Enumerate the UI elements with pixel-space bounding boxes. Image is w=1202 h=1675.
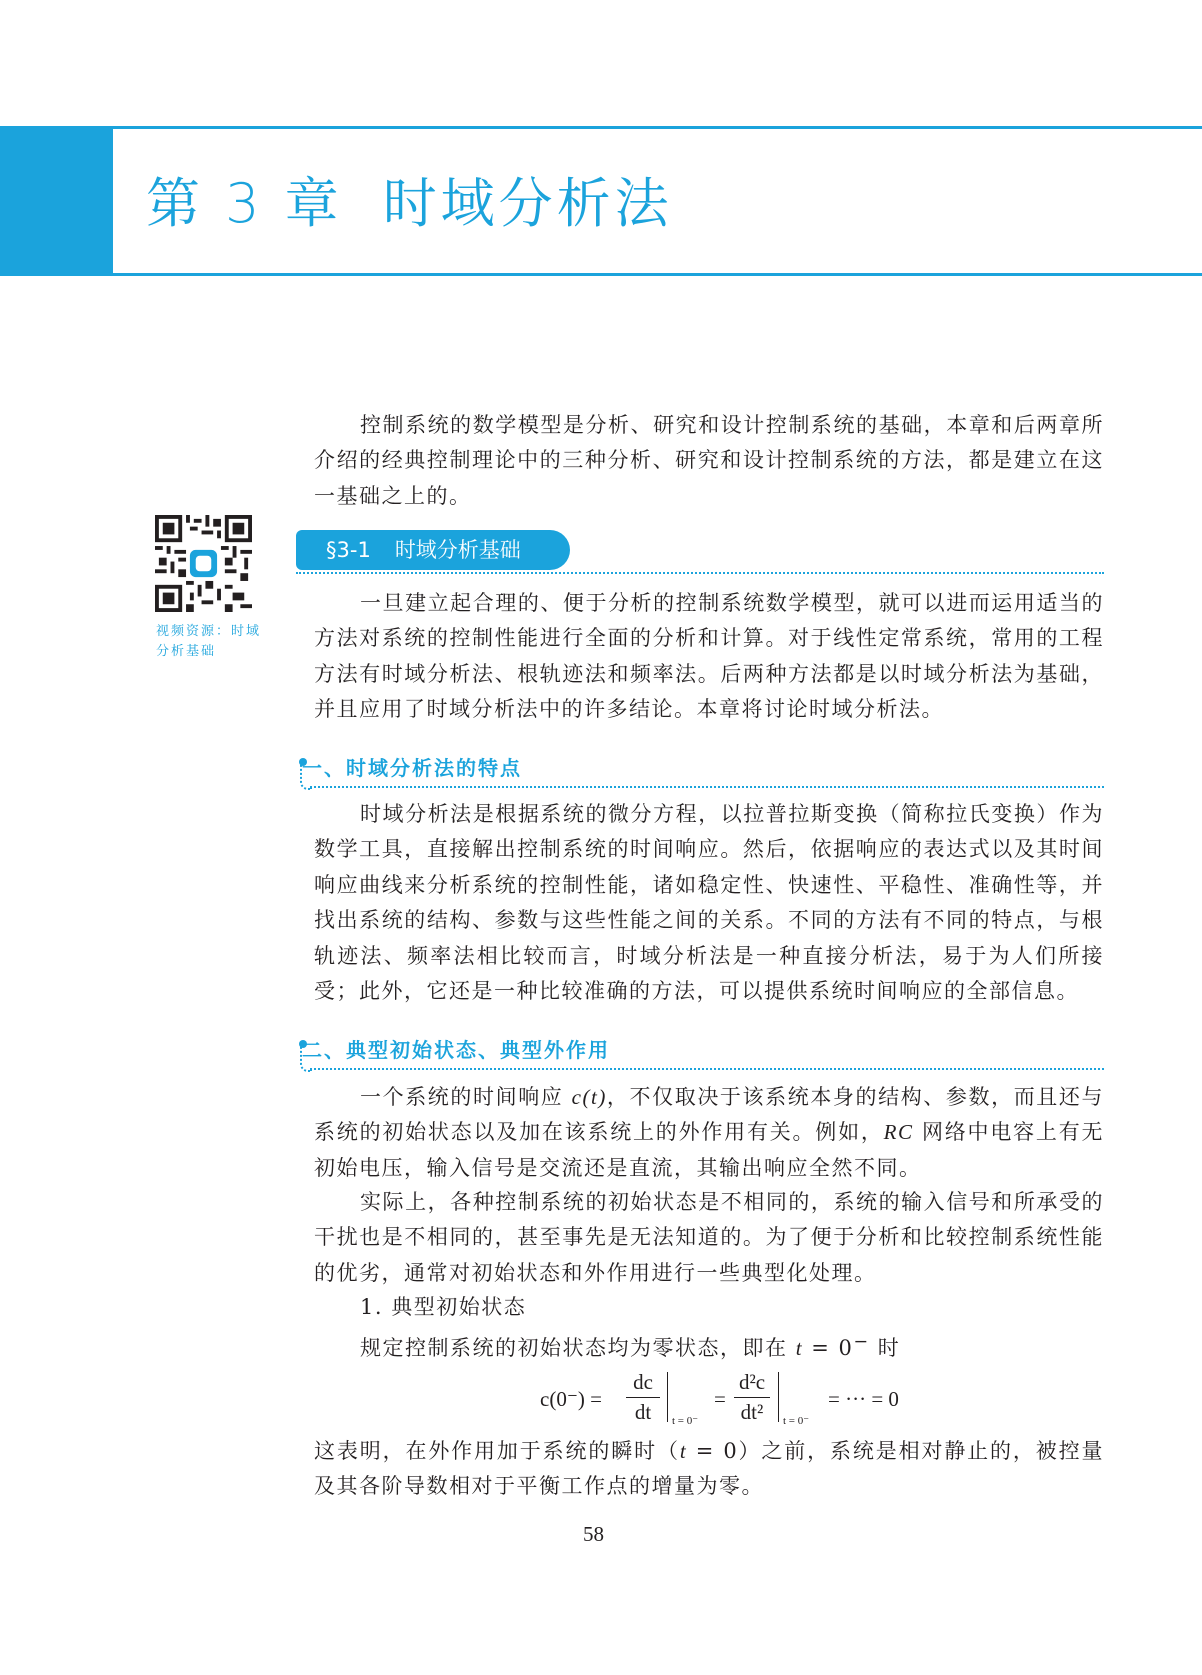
chapter-band-block (0, 126, 113, 276)
section-number: §3-1 (326, 538, 371, 562)
subheading-2-paragraph-1 (314, 1080, 1104, 1186)
math-variable: t (795, 1336, 804, 1360)
subheading-2-paragraph-2: 实际上，各种控制系统的初始状态是不相同的，系统的输入信号和所承受的干扰也是不相同的，甚至事先是无法知道的。为了便于分析和比较控制系统性能的优劣，通常对初始状态和外作用进行一些典型化处理。 (314, 1190, 1104, 1285)
formula-lhs: c(0⁻) = (540, 1387, 602, 1411)
text-run: = 0）之前，系统是相对静止的，被控量及其各阶导数相对于平衡工作点的增量为零。 (314, 1439, 1104, 1499)
chapter-title (146, 172, 673, 236)
text-run: = 0 (803, 1336, 854, 1360)
chapter-label: 第 3 章 (146, 172, 343, 235)
section-divider (296, 572, 1104, 574)
text-run: ，不仅取决于该系统本身的结构、参数，而且还与系统的初始状态以及加在该系统上的外作用有关。例如， (314, 1085, 1104, 1145)
math-variable: RC (883, 1120, 914, 1145)
intro-paragraph: 控制系统的数学模型是分析、研究和设计控制系统的基础，本章和后两章所介绍的经典控制理论中的三种分析、研究和设计控制系统的方法，都是建立在这一基础之上的。 (314, 413, 1104, 508)
fraction-numerator: dc (633, 1370, 653, 1394)
section-paragraph: 一旦建立起合理的、便于分析的控制系统数学模型，就可以进而运用适当的方法对系统的控制性能进行全面的分析和计算。对于线性定常系统，常用的工程方法有时域分析法、根轨迹法和频率法。后两种方法都是以时域分析法为基础，并且应用了时域分析法中的许多结论。本章将讨论时域分析法。 (314, 591, 1104, 722)
subheading-1: 一、时域分析法的特点 (302, 756, 522, 780)
chapter-band-top-line (113, 126, 1202, 129)
text-run: 这表明，在外作用加于系统的瞬时（ (314, 1439, 680, 1463)
formula-fraction-1 (626, 1370, 660, 1425)
text-run: 网络中电容上有无初始电压，输入信号是交流还是直流，其输出响应全然不同。 (314, 1120, 1104, 1180)
math-variable: t (679, 1439, 688, 1463)
section-title: 时域分析基础 (394, 538, 521, 562)
page-number: 58 (583, 1522, 604, 1546)
chapter-band-bottom-line (113, 273, 1202, 276)
evaluation-bar (667, 1372, 668, 1422)
chapter-name: 时域分析法 (382, 172, 673, 235)
section-heading (296, 530, 570, 570)
fraction-denominator: dt (634, 1400, 652, 1424)
text-run: 时 (869, 1336, 901, 1360)
subheading-2: 二、典型初始状态、典型外作用 (302, 1038, 610, 1062)
evaluation-point: t = 0⁻ (783, 1415, 810, 1427)
fraction-denominator: dt² (740, 1400, 764, 1424)
subheading-2-divider (310, 1068, 1104, 1070)
subheading-1-divider (310, 786, 1104, 788)
superscript: − (853, 1332, 870, 1352)
math-variable: c(t) (571, 1085, 607, 1109)
formula-fraction-2 (734, 1370, 770, 1425)
subheading-1-paragraph: 时域分析法是根据系统的微分方程，以拉普拉斯变换（简称拉氏变换）作为数学工具，直接解出控制系统的时间响应。然后，依据响应的表达式以及其时间响应曲线来分析系统的控制性能，诸如稳定性、快速性、平稳性、准确性等，并找出系统的结构、参数与这些性能之间的关系。不同的方法有不同的特点，与根轨迹法、频率法相比较而言，时域分析法是一种直接分析法，易于为人们所接受；此外，它还是一种比较准确的方法，可以提供系统时间响应的全部信息。 (314, 802, 1104, 1004)
text-run: 规定控制系统的初始状态均为零状态，即在 (360, 1336, 796, 1360)
text-run: 一个系统的时间响应 (360, 1085, 572, 1109)
list-item-1: 1. 典型初始状态 (360, 1295, 527, 1319)
subheading-2-paragraph-3 (314, 1325, 1104, 1366)
formula-equals: = (714, 1387, 726, 1411)
fraction-numerator: d²c (738, 1370, 766, 1394)
qr-code-icon[interactable] (155, 515, 252, 612)
evaluation-point: t = 0⁻ (672, 1415, 699, 1427)
evaluation-bar (778, 1372, 779, 1422)
qr-caption: 视频资源：时域分析基础 (156, 624, 262, 659)
subheading-2-paragraph-4 (314, 1434, 1104, 1505)
formula-rhs: = ··· = 0 (828, 1387, 899, 1411)
